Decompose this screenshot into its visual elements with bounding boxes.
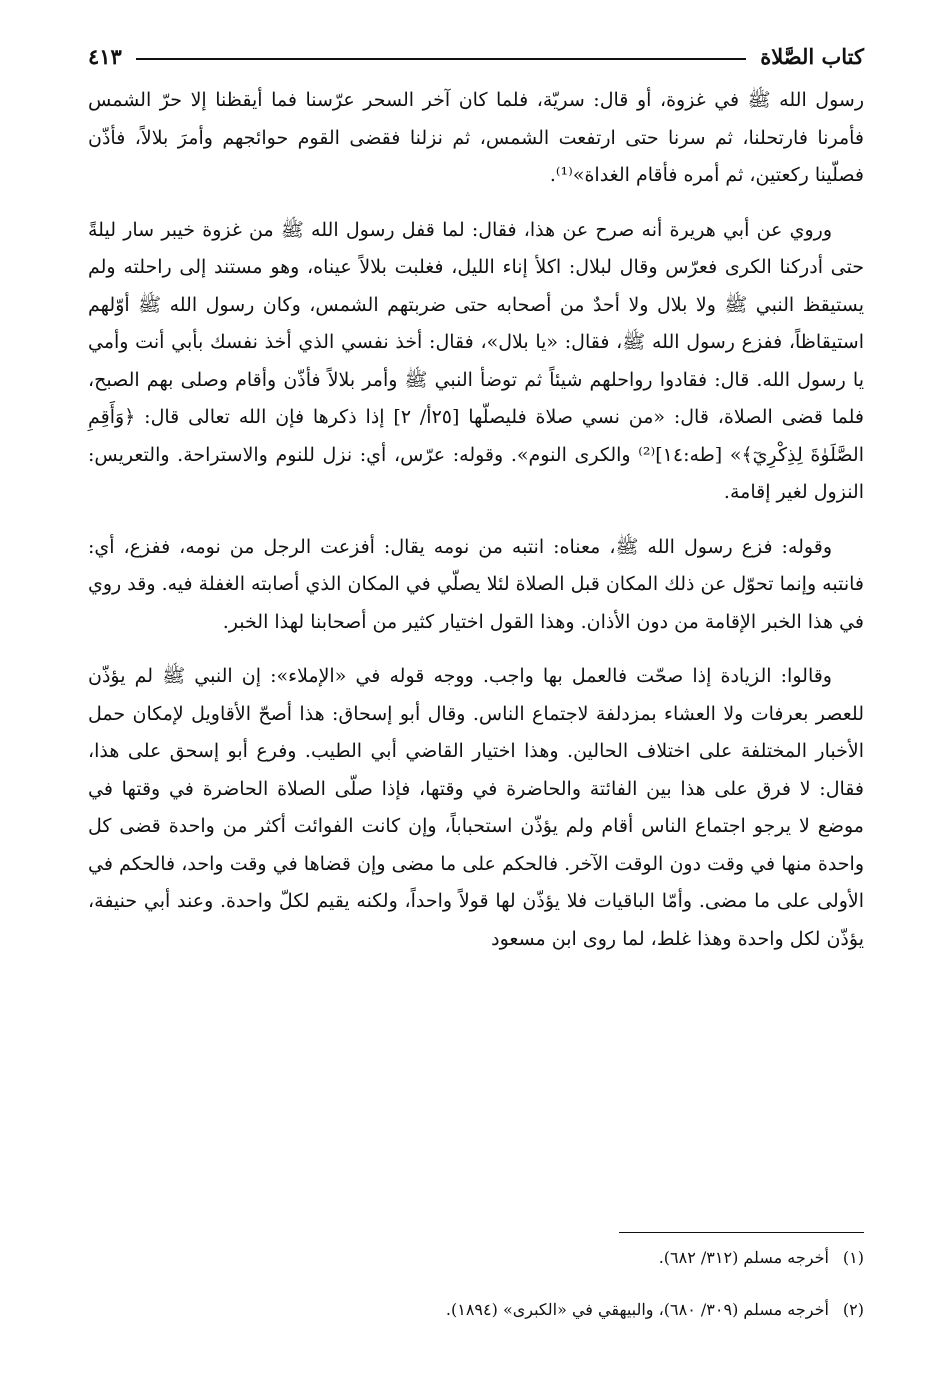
paragraph-4: وقالوا: الزيادة إذا صحّت فالعمل بها واجب. ووجه قوله في «الإملاء»: إن النبي ﷺ لم يؤذّن للعصر بعرفات ولا العشاء بمزدلفة لاجتماع الناس. وقال أبو إسحاق: هذا أصحّ الأقاويل لإمكان حمل الأخبار المختلفة على اختلاف الحالين. وهذا اختيار القاضي أبي الطيب. وفرع أبو إسحق على هذا، فقال: لا فرق على هذا بين الفائتة والحاضرة في وقتها، فإذا صلّى الصلاة الحاضرة في وقتها في موضع لا يرجو اجتماع الناس أقام ولم يؤذّن استحباباً، وإن كانت الفوائت أكثر من واحدة قضى كل واحدة منها في وقت دون الوقت الآخر. فالحكم على ما مضى وإن قضاها في وقت واحد، فالحكم في الأولى على ما مضى. وأمّا الباقيات فلا يؤذّن لها قولاً واحداً، ولكنه يقيم لكلّ واحدة. وعند أبي حنيفة، يؤذّن لكل واحدة وهذا غلط، لما روى ابن مسعود bbox=[88, 665, 864, 950]
footnotes bbox=[88, 1246, 864, 1350]
footnote-2 bbox=[88, 1298, 864, 1322]
paragraph-3: وقوله: فزع رسول الله ﷺ، معناه: انتبه من نومه يقال: أفزعت الرجل من نومه، ففزع، أي: فانتبه وإنما تحوّل عن ذلك المكان قبل الصلاة لئلا يصلّي في المكان الذي أصابته الغفلة فيه. وقد روي في هذا الخبر الإقامة من دون الأذان. وهذا القول اختيار كثير من أصحابنا لهذا الخبر. bbox=[88, 535, 864, 633]
footnote-text: أخرجه مسلم (٣١٢/ ٦٨٢). bbox=[658, 1248, 829, 1267]
footnote-separator bbox=[619, 1232, 864, 1233]
footnote-number: (٢) bbox=[842, 1300, 864, 1319]
page-number: ٤١٣ bbox=[88, 43, 122, 69]
main-text bbox=[88, 82, 864, 958]
footnote-1 bbox=[88, 1246, 864, 1270]
book-page bbox=[88, 36, 864, 1356]
footnote-number: (١) bbox=[842, 1248, 864, 1267]
paragraph-1: رسول الله ﷺ في غزوة، أو قال: سريّة، فلما كان آخر السحر عرّسنا فما أيقظنا إلا حرّ الشمس فأمرنا فارتحلنا، ثم سرنا حتى ارتفعت الشمس، ثم نزلنا فقضى القوم حوائجهم وأمرَ بلالاً، فأذّن فصلّينا ركعتين، ثم أمره فأقام الغداة»⁽¹⁾. bbox=[88, 89, 864, 186]
chapter-title: كتاب الصَّلاة bbox=[760, 43, 864, 69]
paragraph-2: وروي عن أبي هريرة أنه صرح عن هذا، فقال: لما قفل رسول الله ﷺ من غزوة خيبر سار ليلةً حتى أدركنا الكرى فعرّس وقال لبلال: اكلأ إناء الليل، فغلبت بلالاً عيناه، وهو مستند إلى راحلته ولم يستيقظ النبي ﷺ ولا بلال ولا أحدٌ من أصحابه حتى ضربتهم الشمس، وكان رسول الله ﷺ أوّلهم استيقاظاً، ففزع رسول الله ﷺ، فقال: «يا بلال»، فقال: أخذ نفسي الذي أخذ نفسك بأبي أنت وأمي يا رسول الله. قال: فقادوا رواحلهم شيئاً ثم توضأ النبي ﷺ وأمر بلالاً فأذّن وأقام وصلى بهم الصبح، فلما قضى الصلاة، قال: «من نسي صلاة فليصلّها [٢٥أ/ ٢] إذا ذكرها فإن الله تعالى قال: ﴿وَأَقِمِ الصَّلَوٰةَ لِذِكْرِيٓ﴾» [طه:١٤]⁽²⁾ والكرى النوم». وقوله: عرّس، أي: نزل للنوم والاستراحة. والتعريس: النزول لغير إقامة. bbox=[88, 218, 864, 503]
running-header bbox=[88, 36, 864, 76]
header-rule bbox=[136, 58, 746, 60]
footnote-text: أخرجه مسلم (٣٠٩/ ٦٨٠)، والبيهقي في «الكبرى» (١٨٩٤). bbox=[445, 1300, 829, 1319]
